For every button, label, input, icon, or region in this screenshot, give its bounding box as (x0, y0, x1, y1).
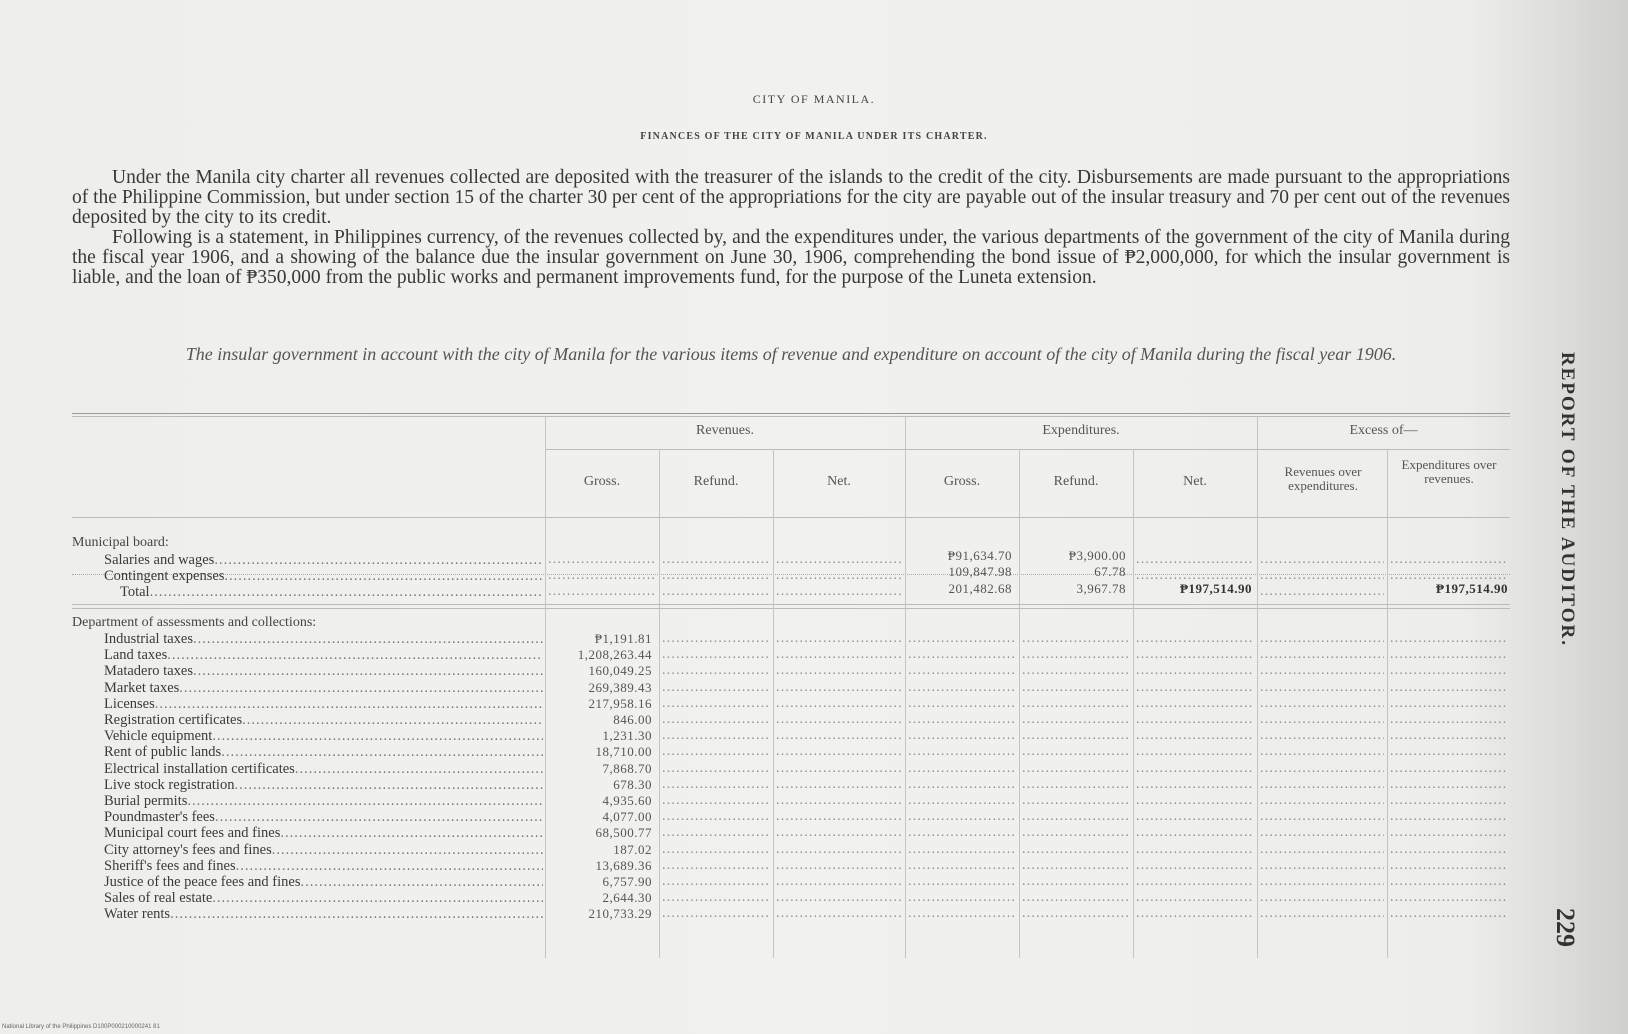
leader-dots (908, 858, 1016, 874)
cell-contingent-exp-gross: 109,847.98 (948, 564, 1012, 579)
leader-dots (1022, 809, 1130, 825)
leader-dots (776, 890, 902, 906)
cell-total-exp-refund: 3,967.78 (1076, 581, 1126, 596)
leader-dots (776, 906, 902, 922)
leader-dots (662, 874, 770, 890)
footer-note: National Library of the Philippines D100P000210000241 81 (2, 1024, 160, 1030)
leader-dots (776, 809, 902, 825)
leader-dots (1260, 825, 1384, 841)
leader-dots (776, 842, 902, 858)
cell-total-exp-net: ₱197,514.90 (1180, 581, 1252, 596)
leader-dots (776, 631, 902, 647)
leader-dots (1136, 712, 1254, 728)
leader-dots (776, 712, 902, 728)
leader-dots (1022, 777, 1130, 793)
leader-dots (1260, 858, 1384, 874)
leader-dots (776, 744, 902, 760)
leader-dots (1260, 728, 1384, 744)
leader-dots (1022, 825, 1130, 841)
leader-dots (662, 809, 770, 825)
leader-dots (908, 890, 1016, 906)
header-expenditures: Expenditures. (1042, 423, 1120, 438)
leader-dots (662, 793, 770, 809)
leader-dots (1390, 874, 1508, 890)
leader-dots (1136, 809, 1254, 825)
leader-dots (1260, 906, 1384, 922)
paragraph-charter (72, 168, 1510, 228)
leader-dots (662, 777, 770, 793)
leader-dots (1022, 647, 1130, 663)
leader-dots (662, 744, 770, 760)
leader-dots (1022, 712, 1130, 728)
leader-dots (1390, 631, 1508, 647)
leader-dots (1390, 858, 1508, 874)
col-exp-gross: Gross. (943, 474, 981, 489)
leader-dots (1022, 858, 1130, 874)
leader-dots (1136, 906, 1254, 922)
leader-dots (1022, 728, 1130, 744)
leader-dots (1136, 842, 1254, 858)
header-excess-of: Excess of— (1349, 423, 1418, 438)
leader-dots (908, 793, 1016, 809)
leader-dots (1136, 858, 1254, 874)
leader-dots (1390, 906, 1508, 922)
leader-dots (1022, 793, 1130, 809)
leader-dots (662, 647, 770, 663)
cell-rev-gross: ₱1,191.81 (594, 631, 652, 646)
table-caption: The insular government in account with the city of Manila for the various items of revenue and expenditure on account of the city of Manila during the fiscal year 1906. (185, 344, 1397, 364)
cell-rev-gross: 1,231.30 (602, 728, 652, 744)
leader-dots (662, 825, 770, 841)
leader-dots (662, 761, 770, 777)
leader-dots (1136, 663, 1254, 679)
leader-dots (776, 647, 902, 663)
leader-dots (908, 906, 1016, 922)
leader-dots (908, 712, 1016, 728)
row-label: Market taxes ..... (104, 680, 543, 696)
row-label: Vehicle equipment ..... (104, 728, 543, 744)
leader-dots (1390, 744, 1508, 760)
leader-dots (1136, 631, 1254, 647)
cell-rev-gross: 846.00 (613, 712, 652, 727)
leader-dots (1136, 890, 1254, 906)
leader-dots (662, 890, 770, 906)
leader-dots (1260, 663, 1384, 679)
leader-dots (1390, 842, 1508, 858)
leader-dots (1022, 663, 1130, 679)
row-label: City attorney's fees and fines ..... (104, 842, 543, 858)
cell-total-exp-gross: 201,482.68 (948, 581, 1012, 596)
cell-salaries-exp-refund: ₱3,900.00 (1068, 548, 1126, 563)
page-header-title: CITY OF MANILA. (752, 92, 876, 106)
leader-dots (1390, 761, 1508, 777)
leader-dots (662, 680, 770, 696)
leader-dots (1390, 890, 1508, 906)
leader-dots (662, 712, 770, 728)
cell-rev-gross: 2,644.30 (602, 890, 652, 906)
leader-dots (776, 777, 902, 793)
leader-dots (776, 680, 902, 696)
leader-dots (1390, 696, 1508, 712)
row-label: Land taxes ..... (104, 647, 543, 663)
leader-dots (1136, 728, 1254, 744)
row-label: Justice of the peace fees and fines ..... (104, 874, 543, 890)
row-label: Poundmaster's fees ..... (104, 809, 543, 825)
cell-rev-gross: 4,077.00 (602, 809, 652, 825)
leader-dots (1260, 777, 1384, 793)
cell-contingent-exp-refund: 67.78 (1094, 564, 1126, 579)
leader-dots (662, 858, 770, 874)
leader-dots (1022, 842, 1130, 858)
leader-dots (662, 631, 770, 647)
cell-total-exp-over-rev: ₱197,514.90 (1436, 581, 1508, 596)
col-revenues-over-expenditures: Revenues over expenditures. (1284, 464, 1362, 493)
leader-dots (1136, 696, 1254, 712)
leader-dots (1260, 793, 1384, 809)
leader-dots (1260, 696, 1384, 712)
leader-dots (1136, 777, 1254, 793)
cell-salaries-exp-gross: ₱91,634.70 (947, 548, 1012, 563)
leader-dots (1390, 663, 1508, 679)
cell-rev-gross: 269,389.43 (588, 679, 652, 695)
leader-dots (908, 663, 1016, 679)
leader-dots (1390, 680, 1508, 696)
leader-dots (908, 744, 1016, 760)
leader-dots (908, 842, 1016, 858)
row-label: Water rents ..... (104, 906, 543, 922)
leader-dots (908, 761, 1016, 777)
leader-dots (1136, 647, 1254, 663)
leader-dots (776, 728, 902, 744)
leader-dots (1260, 890, 1384, 906)
leader-dots (1022, 680, 1130, 696)
header-revenues: Revenues. (696, 423, 754, 438)
cell-rev-gross: 1,208,263.44 (577, 647, 652, 663)
cell-rev-gross: 210,733.29 (588, 906, 652, 922)
cell-rev-gross: 678.30 (613, 776, 652, 792)
leader-dots (1022, 631, 1130, 647)
cell-rev-gross: 6,757.90 (602, 874, 652, 889)
row-label: Sales of real estate ..... (104, 890, 543, 906)
section-assessments-collections: Department of assessments and collections: (72, 615, 317, 630)
row-label-contingent-expenses: Contingent expenses ..... (104, 568, 543, 584)
leader-dots (1022, 761, 1130, 777)
col-exp-refund: Refund. (1053, 474, 1099, 489)
cell-rev-gross: 13,689.36 (595, 857, 652, 873)
cell-rev-gross: 18,710.00 (595, 744, 652, 760)
page-number: 229 (1551, 908, 1580, 947)
leader-dots (1260, 631, 1384, 647)
row-label: Sheriff's fees and fines ..... (104, 858, 543, 874)
paragraph-2-text: Following is a statement, in Philippines currency, of the revenues collected by, and the expenditures under, the various departments of the government of the city of Manila during the fiscal year 1906, and a showing of the balance due the insular government on June 30, 1906, comprehending the bond issue of ₱2,000,000, for which the insular government is liable, and the loan of ₱350,000 from the public works and permanent improvements fund, for the purpose of the Luneta extension. (72, 227, 1510, 288)
row-label: Live stock registration ..... (104, 777, 543, 793)
leader-dots (1260, 680, 1384, 696)
row-label: Licenses ..... (104, 696, 543, 712)
leader-dots (1136, 874, 1254, 890)
col-rev-refund: Refund. (693, 474, 739, 489)
leader-dots (908, 696, 1016, 712)
leader-dots (662, 696, 770, 712)
leader-dots (908, 809, 1016, 825)
leader-dots (1390, 825, 1508, 841)
leader-dots (776, 874, 902, 890)
side-running-head: REPORT OF THE AUDITOR. (1557, 352, 1578, 647)
leader-dots (1260, 842, 1384, 858)
col-exp-net: Net. (1183, 474, 1207, 489)
col-rev-gross: Gross. (583, 474, 621, 489)
leader-dots (776, 858, 902, 874)
leader-dots (1390, 712, 1508, 728)
leader-dots (1136, 744, 1254, 760)
leader-dots (776, 663, 902, 679)
leader-dots (776, 793, 902, 809)
leader-dots (1022, 744, 1130, 760)
row-label-salaries-and-wages: Salaries and wages ..... (104, 552, 543, 568)
row-label: Municipal court fees and fines ..... (104, 825, 543, 841)
account-table (72, 413, 1510, 958)
leader-dots (908, 680, 1016, 696)
leader-dots (1390, 793, 1508, 809)
col-rev-net: Net. (827, 474, 851, 489)
leader-dots (776, 825, 902, 841)
row-label-total: Total ..... (120, 584, 543, 600)
paragraph-1-text: Under the Manila city charter all revenues collected are deposited with the treasurer of the islands to the credit of the city. Disbursements are made pursuant to the appropriations of the Philippine Commission, but under section 15 of the charter 30 per cent of the appropriations for the city are payable out of the insular treasury and 70 per cent out of the revenues deposited by the city to its credit. (72, 167, 1510, 228)
leader-dots (1390, 809, 1508, 825)
cell-rev-gross: 187.02 (613, 841, 652, 857)
leader-dots (776, 761, 902, 777)
leader-dots (1260, 712, 1384, 728)
leader-dots (1022, 890, 1130, 906)
leader-dots (1022, 906, 1130, 922)
row-label: Burial permits ..... (104, 793, 543, 809)
section-municipal-board: Municipal board: (72, 535, 169, 550)
row-label: Electrical installation certificates ..... (104, 761, 543, 777)
leader-dots (908, 777, 1016, 793)
leader-dots (1136, 793, 1254, 809)
leader-dots (1136, 825, 1254, 841)
leader-dots (908, 631, 1016, 647)
row-label: Registration certificates ..... (104, 712, 543, 728)
leader-dots (908, 825, 1016, 841)
leader-dots (1260, 761, 1384, 777)
leader-dots (908, 874, 1016, 890)
section-title: FINANCES OF THE CITY OF MANILA UNDER ITS CHARTER. (640, 131, 988, 142)
leader-dots (662, 906, 770, 922)
row-label: Matadero taxes ..... (104, 663, 543, 679)
cell-rev-gross: 217,958.16 (588, 695, 652, 711)
leader-dots (1390, 647, 1508, 663)
leader-dots (776, 696, 902, 712)
leader-dots (1022, 874, 1130, 890)
cell-rev-gross: 160,049.25 (588, 663, 652, 679)
row-label: Industrial taxes ..... (104, 631, 543, 647)
leader-dots (1022, 696, 1130, 712)
leader-dots (1260, 744, 1384, 760)
cell-rev-gross: 7,868.70 (602, 760, 652, 776)
leader-dots (662, 842, 770, 858)
leader-dots (1260, 874, 1384, 890)
leader-dots (1390, 777, 1508, 793)
leader-dots (1260, 809, 1384, 825)
leader-dots (662, 728, 770, 744)
col-expenditures-over-revenues: Expenditures over revenues. (1401, 457, 1497, 486)
row-label: Rent of public lands ..... (104, 744, 543, 760)
leader-dots (1136, 680, 1254, 696)
leader-dots (1390, 728, 1508, 744)
leader-dots (908, 647, 1016, 663)
leader-dots (662, 663, 770, 679)
paragraph-statement (72, 228, 1510, 288)
leader-dots (908, 728, 1016, 744)
cell-rev-gross: 4,935.60 (602, 793, 652, 808)
leader-dots (1260, 647, 1384, 663)
leader-dots (1136, 761, 1254, 777)
cell-rev-gross: 68,500.77 (595, 825, 652, 841)
